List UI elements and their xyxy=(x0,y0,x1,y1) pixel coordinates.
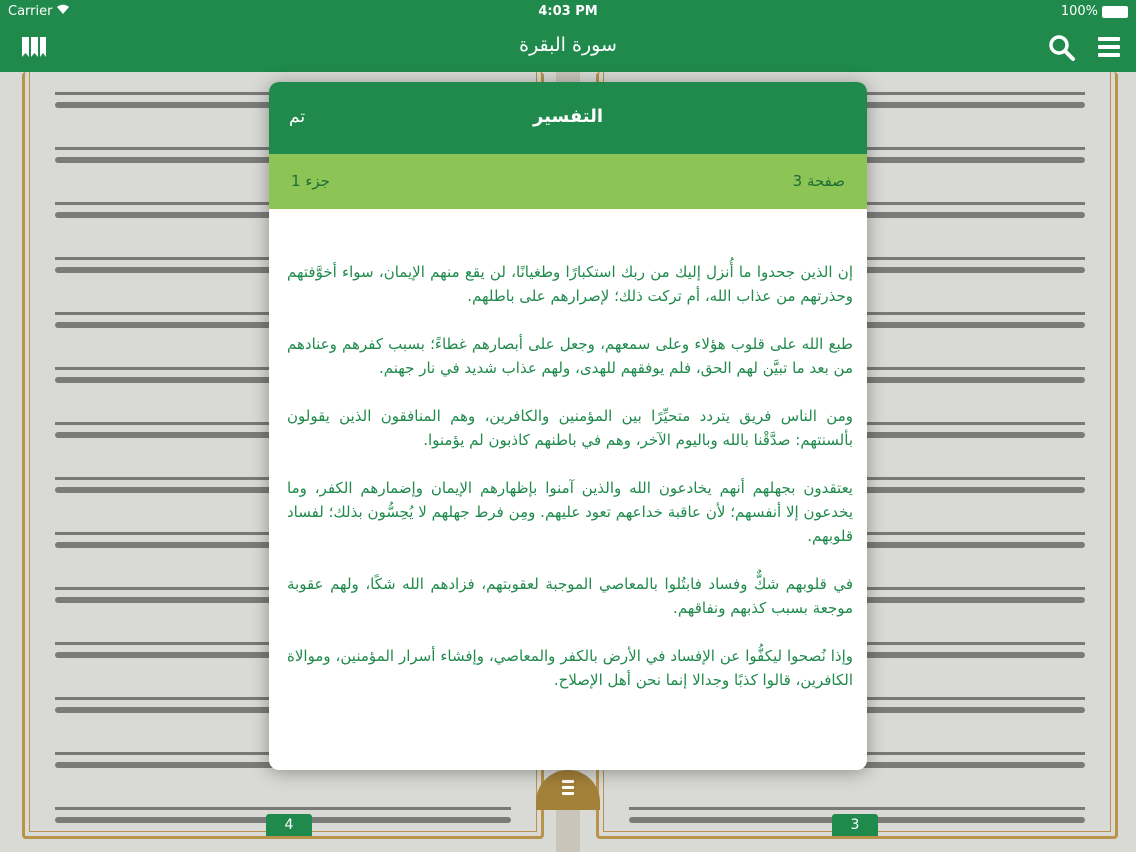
done-button[interactable]: تم xyxy=(289,107,306,127)
tafsir-paragraph: في قلوبهم شكٌّ وفساد فابتُلوا بالمعاصي الموجبة لعقوبتهم، فزادهم الله شكًا، ولهم عقوبة موجعة بسبب كذبهم ونفاقهم. xyxy=(287,575,853,617)
tafsir-paragraph: إن الذين جحدوا ما أُنزل إليك من ربك استكبارًا وطغيانًا، لن يقع منهم الإيمان، سواء أخوَّفتهم وحذرتهم من عذاب الله، أم تركت ذلك؛ لإصرارهم على باطلهم. xyxy=(287,263,853,305)
tafsir-modal xyxy=(269,82,867,770)
carrier-label: Carrier xyxy=(8,4,53,19)
search-icon[interactable] xyxy=(1048,34,1076,66)
page-label: صفحة 3 xyxy=(792,172,845,190)
tafsir-paragraph: يعتقدون بجهلهم أنهم يخادعون الله والذين آمنوا بإظهارهم الإيمان وإضمارهم الكفر، وما يخدعون إلا أنفسهم؛ لأن عاقبة خداعهم تعود عليهم. ومِن فرط جهلهم لا يُحِسُّون بذلك؛ لفساد قلوبهم. xyxy=(287,479,853,545)
page-number-right: 3 xyxy=(832,814,878,836)
status-bar xyxy=(0,0,1136,22)
modal-title: التفسير xyxy=(532,106,604,127)
clock: 4:03 PM xyxy=(538,4,598,19)
menu-icon[interactable] xyxy=(1098,36,1120,62)
juz-label: جزء 1 xyxy=(291,172,330,190)
handle-menu-icon xyxy=(562,780,574,798)
surah-title: سورة البقرة xyxy=(519,34,617,56)
tafsir-paragraph: طبع الله على قلوب هؤلاء وعلى سمعهم، وجعل على أبصارهم غطاءً؛ بسبب كفرهم وعنادهم من بعد ما تبيَّن لهم الحق، فلم يوفقهم للهدى، ولهم عذاب شديد في نار جهنم. xyxy=(287,335,853,377)
modal-header xyxy=(269,82,867,154)
page-number-left: 4 xyxy=(266,814,312,836)
battery-icon xyxy=(1102,6,1128,18)
tafsir-text[interactable] xyxy=(287,260,853,762)
tafsir-paragraph: وإذا نُصحوا ليكفُّوا عن الإفساد في الأرض بالكفر والمعاصي، وإفشاء أسرار المؤمنين، وموالاة الكافرين، قالوا كذبًا وجدالا إنما نحن أهل الإصلاح. xyxy=(287,647,853,689)
battery-percentage: 100% xyxy=(1060,4,1098,19)
tafsir-paragraph: ومن الناس فريق يتردد متحيِّرًا بين المؤمنين والكافرين، وهم المنافقون الذين يقولون بألسنتهم: صدَّقْنا بالله وباليوم الآخر، وهم في باطنهم كاذبون لم يؤمنوا. xyxy=(287,407,853,449)
navigation-bar xyxy=(0,22,1136,72)
modal-subheader xyxy=(269,154,867,209)
